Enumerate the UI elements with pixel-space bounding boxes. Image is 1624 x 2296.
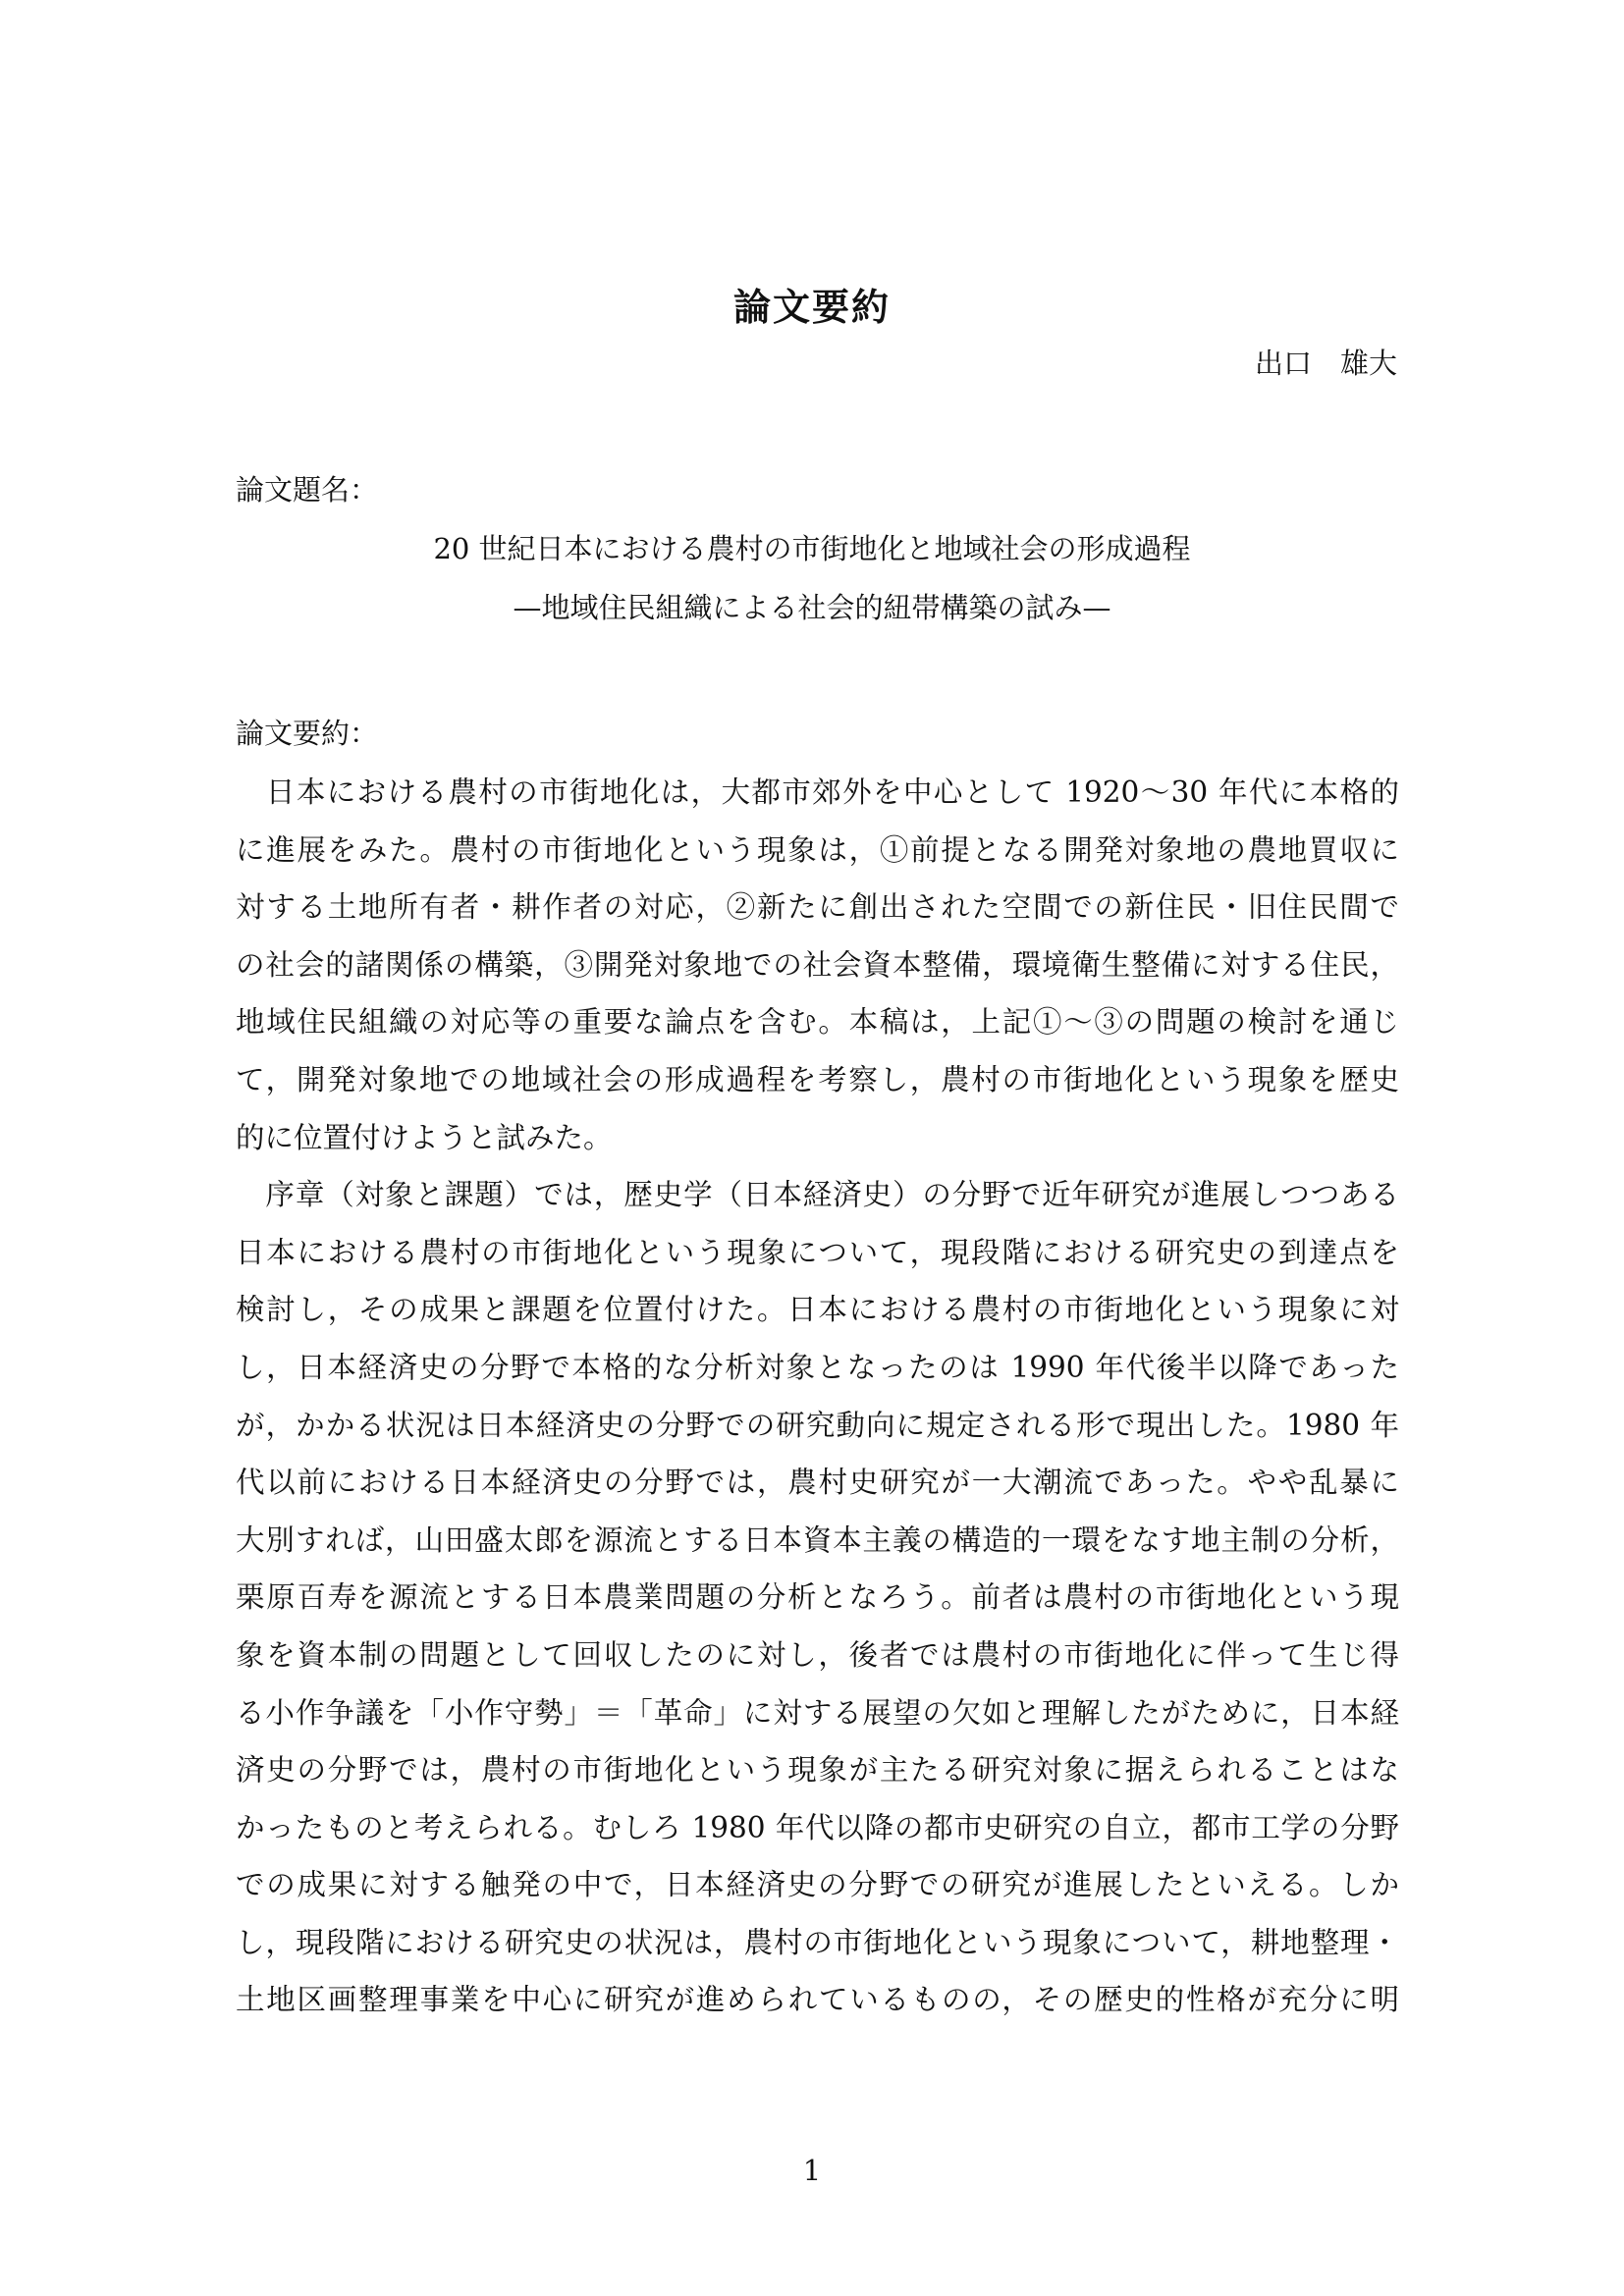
body-line: 栗原百寿を源流とする日本農業問題の分析となろう。前者は農村の市街地化という現 bbox=[236, 1580, 1399, 1615]
body-line: 済史の分野では，農村の市街地化という現象が主たる研究対象に据えられることはな bbox=[236, 1753, 1399, 1788]
body-line: 象を資本制の問題として回収したのに対し，後者では農村の市街地化に伴って生じ得 bbox=[236, 1637, 1399, 1672]
body-line: かったものと考えられる。むしろ 1980 年代以降の都市史研究の自立，都市工学の分野 bbox=[236, 1810, 1399, 1844]
body-line: が，かかる状況は日本経済史の分野での研究動向に規定される形で現出した。1980 年 bbox=[236, 1408, 1399, 1442]
body-line: 日本における農村の市街地化という現象について，現段階における研究史の到達点を bbox=[236, 1235, 1399, 1269]
thesis-title-label: 論文題名： bbox=[236, 473, 379, 507]
body-line: 代以前における日本経済史の分野では，農村史研究が一大潮流であった。やや乱暴に bbox=[236, 1466, 1399, 1500]
body-line: 土地区画整理事業を中心に研究が進められているものの，その歴史的性格が充分に明 bbox=[236, 1983, 1399, 2017]
body-line: し，現段階における研究史の状況は，農村の市街地化という現象について，耕地整理・ bbox=[236, 1925, 1399, 1959]
body-line: し，日本経済史の分野で本格的な分析対象となったのは 1990 年代後半以降であった bbox=[236, 1350, 1399, 1384]
abstract-label: 論文要約： bbox=[236, 717, 379, 750]
body-line: の社会的諸関係の構築，③開発対象地での社会資本整備，環境衛生整備に対する住民， bbox=[236, 947, 1399, 982]
body-line: 大別すれば，山田盛太郎を源流とする日本資本主義の構造的一環をなす地主制の分析， bbox=[236, 1522, 1399, 1557]
body-line: 対する土地所有者・耕作者の対応，②新たに創出された空間での新住民・旧住民間で bbox=[236, 890, 1399, 925]
thesis-title-main: 20 世紀日本における農村の市街地化と地域社会の形成過程 bbox=[433, 532, 1191, 565]
body-line: での成果に対する触発の中で，日本経済史の分野での研究が進展したといえる。しか bbox=[236, 1868, 1399, 1902]
body-line: 検討し，その成果と課題を位置付けた。日本における農村の市街地化という現象に対 bbox=[236, 1293, 1399, 1327]
thesis-subtitle: —地域住民組織による社会的紐帯構築の試み— bbox=[513, 591, 1111, 624]
body-line: に進展をみた。農村の市街地化という現象は，①前提となる開発対象地の農地買収に bbox=[236, 832, 1399, 867]
body-line: 地域住民組織の対応等の重要な論点を含む。本稿は，上記①〜③の問題の検討を通じ bbox=[236, 1005, 1399, 1040]
body-line: 的に位置付けようと試みた。 bbox=[236, 1120, 613, 1154]
body-line: 日本における農村の市街地化は，大都市郊外を中心として 1920〜30 年代に本格的 bbox=[236, 775, 1399, 809]
body-line: 序章（対象と課題）では，歴史学（日本経済史）の分野で近年研究が進展しつつある bbox=[236, 1178, 1399, 1212]
body-line: る小作争議を「小作守勢」＝「革命」に対する展望の欠如と理解したがために，日本経 bbox=[236, 1695, 1399, 1730]
author-name: 出口 雄大 bbox=[1254, 347, 1397, 380]
page-title: 論文要約 bbox=[732, 286, 891, 329]
body-line: て，開発対象地での地域社会の形成過程を考察し，農村の市街地化という現象を歴史 bbox=[236, 1062, 1399, 1096]
abstract-body bbox=[236, 764, 1399, 2029]
page-number: 1 bbox=[802, 2154, 822, 2187]
